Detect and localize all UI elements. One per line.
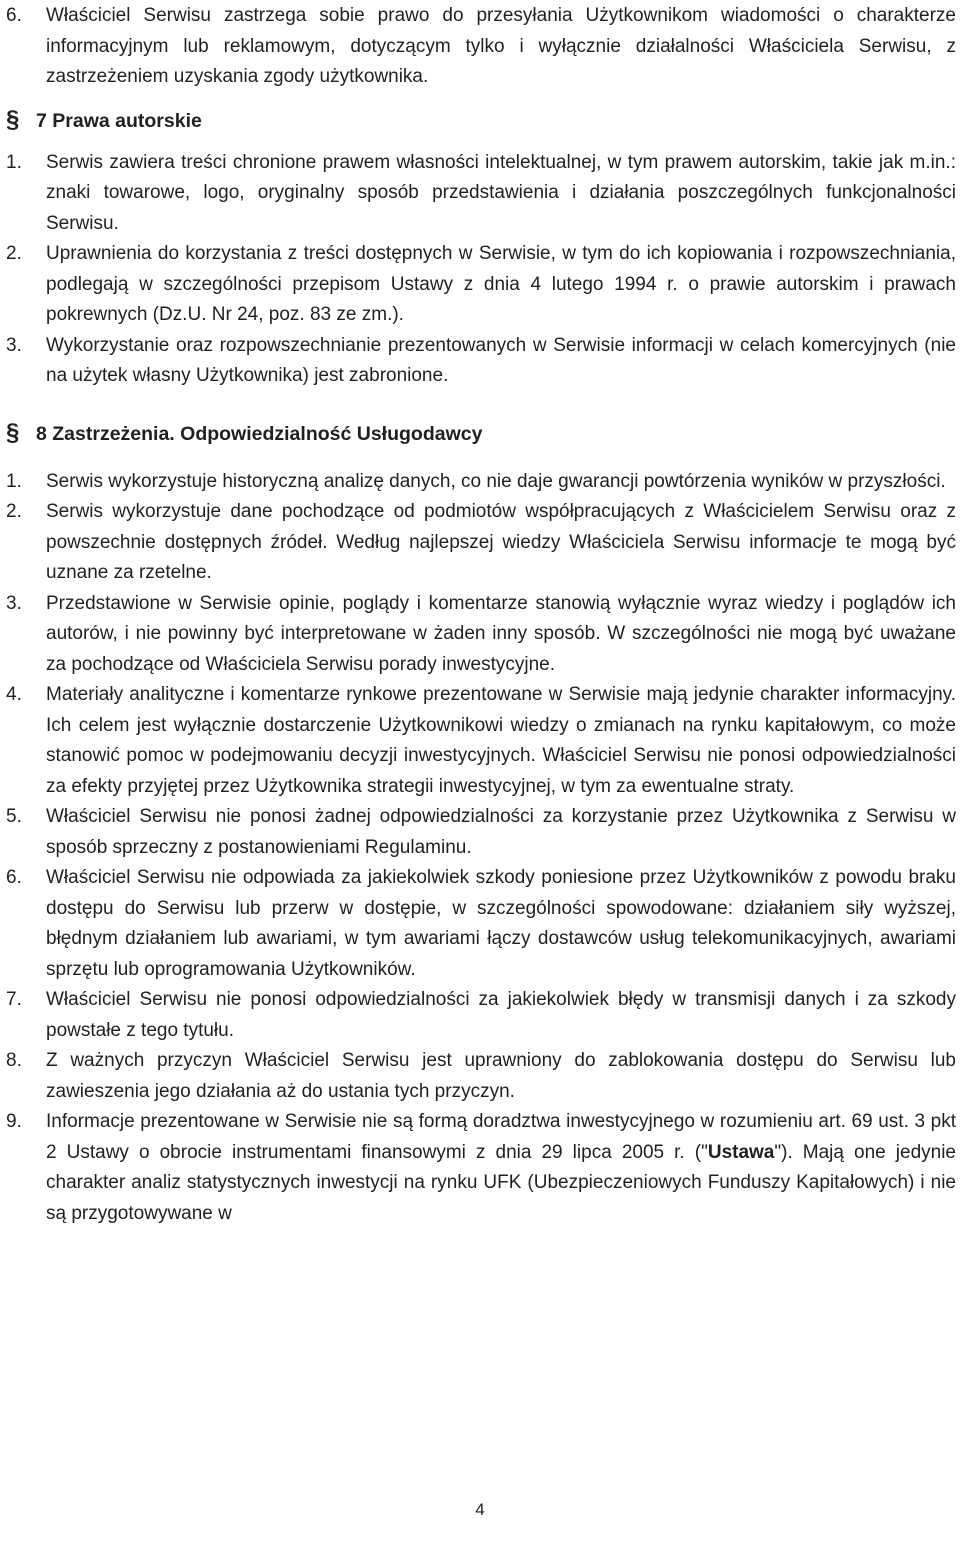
list-item	[6, 589, 956, 681]
item-text: Serwis wykorzystuje historyczną analizę danych, co nie daje gwarancji powtórzenia wyników w przyszłości.	[46, 470, 946, 492]
item-text: Przedstawione w Serwisie opinie, poglądy i komentarze stanowią wyłącznie wyraz wiedzy i poglądów ich autorów, i nie powinny być interpretowane w żaden inny sposób. W szczególności nie mogą być uważane za pochodzące od Właściciela Serwisu porady inwestycyjne.	[46, 592, 956, 675]
item-number: 6.	[6, 5, 22, 26]
item-number: 1.	[6, 470, 22, 492]
list-item	[6, 680, 956, 802]
section-title: 7 Prawa autorskie	[36, 109, 202, 132]
item-text: Serwis wykorzystuje dane pochodzące od podmiotów współpracujących z Właścicielem Serwisu oraz z powszechnie dostępnych źródeł. Według najlepszej wiedzy Właściciela Serwisu informacje te mogą być uznane za rzetelne.	[46, 501, 956, 583]
defined-term: Ustawa	[707, 1141, 775, 1163]
list-item	[6, 985, 956, 1046]
list-item	[6, 1, 956, 93]
section-symbol: §	[6, 418, 20, 446]
list-item	[6, 802, 956, 863]
item-number: 2.	[6, 501, 22, 522]
item-text: Serwis zawiera treści chronione prawem własności intelektualnej, w tym prawem autorskim, takie jak m.in.: znaki towarowe, logo, oryginalny sposób przedstawienia i działania poszczególnych funkcjonalności Serwisu.	[46, 151, 956, 234]
item-number: 1.	[6, 151, 22, 173]
item-text: Właściciel Serwisu zastrzega sobie prawo do przesyłania Użytkownikom wiadomości o charakterze informacyjnym lub reklamowym, dotyczącym tylko i wyłącznie działalności Właściciela Serwisu, z zastrzeżeniem uzyskania zgody użytkownika.	[46, 5, 956, 87]
item-text-part: Informacje prezentowane w Serwisie nie są formą doradztwa inwestycyjnego w rozumieniu art. 69 ust. 3 pkt 2 Ustawy o obrocie instrumentami finansowymi z dnia 29 lipca 2005 r. ("	[46, 1111, 956, 1163]
list-item	[6, 1046, 956, 1107]
list-item	[6, 239, 956, 331]
item-text: Właściciel Serwisu nie ponosi odpowiedzialności za jakiekolwiek błędy w transmisji danych i za szkody powstałe z tego tytułu.	[46, 989, 956, 1041]
document-page	[6, 0, 956, 1229]
item-text: Uprawnienia do korzystania z treści dostępnych w Serwisie, w tym do ich kopiowania i rozpowszechniania, podlegają w szczególności przepisom Ustawy z dnia 4 lutego 1994 r. o prawie autorskim i prawach pokrewnych (Dz.U. Nr 24, poz. 83 ze zm.).	[46, 243, 956, 325]
list-item	[6, 863, 956, 985]
item-number: 6.	[6, 867, 22, 888]
item-number: 9.	[6, 1111, 22, 1132]
item-text: Właściciel Serwisu nie ponosi żadnej odpowiedzialności za korzystanie przez Użytkownika z Serwisu w sposób sprzeczny z postanowieniami Regulaminu.	[46, 806, 956, 858]
item-number: 3.	[6, 592, 22, 614]
item-text: Wykorzystanie oraz rozpowszechnianie prezentowanych w Serwisie informacji w celach komercyjnych (nie na użytek własny Użytkownika) jest zabronione.	[46, 334, 956, 386]
item-text: Materiały analityczne i komentarze rynkowe prezentowane w Serwisie mają jedynie charakter informacyjny. Ich celem jest wyłącznie dostarczenie Użytkownikowi wiedzy o zmianach na rynku kapitałowym, co może stanowić pomoc w podejmowaniu decyzji inwestycyjnych. Właściciel Serwisu nie ponosi odpowiedzialności za efekty przyjętej przez Użytkownika strategii inwestycyjnej, w tym za ewentualne straty.	[46, 684, 956, 797]
item-number: 3.	[6, 334, 22, 356]
item-number: 8.	[6, 1050, 22, 1071]
page-number: 4	[475, 1500, 485, 1519]
item-number: 5.	[6, 806, 22, 827]
section-symbol: §	[6, 105, 20, 133]
item-text	[46, 1107, 956, 1229]
item-number: 2.	[6, 243, 22, 264]
list-item	[6, 148, 956, 240]
section-heading-8	[6, 418, 956, 449]
item-text-part: "). Mają one jedynie charakter analiz statystycznych inwestycji na rynku UFK (Ubezpieczeniowych Funduszy Kapitałowych) i nie są przygotowywane w	[46, 1141, 956, 1224]
item-number: 7.	[6, 989, 22, 1010]
section-heading-7	[6, 105, 956, 136]
list-item	[6, 497, 956, 589]
item-text: Z ważnych przyczyn Właściciel Serwisu jest uprawniony do zablokowania dostępu do Serwisu lub zawieszenia jego działania aż do ustania tych przyczyn.	[46, 1050, 956, 1102]
list-item	[6, 467, 956, 498]
item-number: 4.	[6, 684, 22, 705]
section-title: 8 Zastrzeżenia. Odpowiedzialność Usługodawcy	[36, 422, 483, 445]
item-text: Właściciel Serwisu nie odpowiada za jakiekolwiek szkody poniesione przez Użytkowników z powodu braku dostępu do Serwisu lub przerw w dostępie, w szczególności spowodowane: działaniem siły wyższej, błędnym działaniem lub awariami, w tym awariami łączy dostawców usług telekomunikacyjnych, awariami sprzętu lub oprogramowania Użytkowników.	[46, 867, 956, 980]
list-item	[6, 1107, 956, 1229]
list-item	[6, 331, 956, 392]
